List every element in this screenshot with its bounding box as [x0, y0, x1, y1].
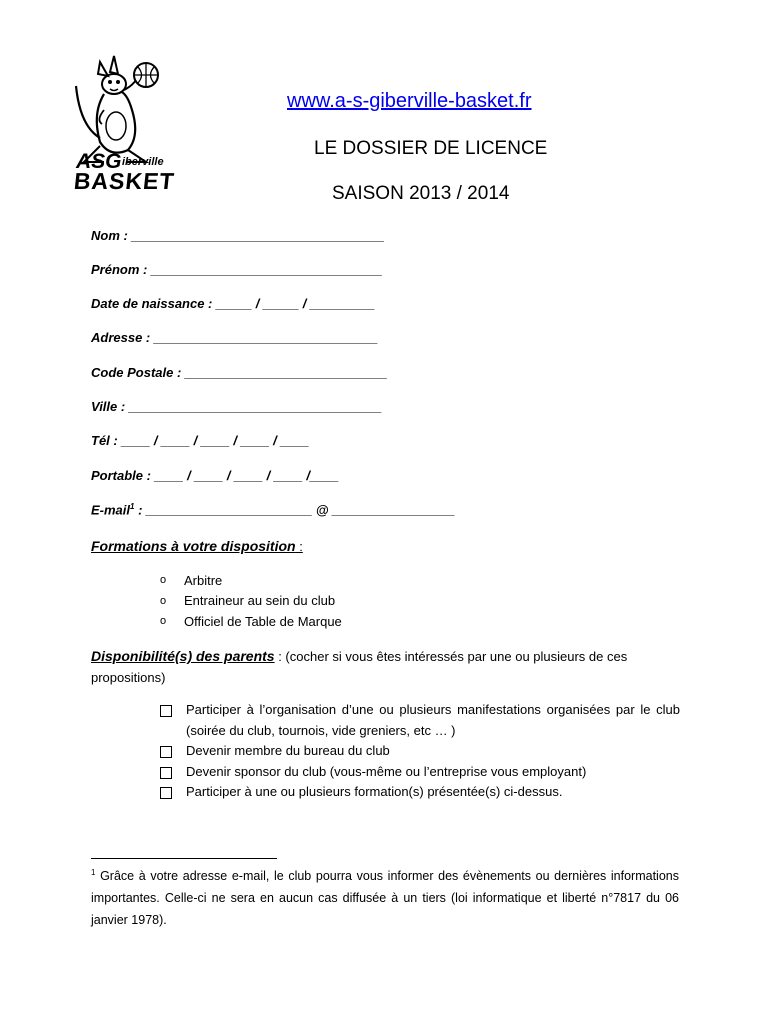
parents-heading: Disponibilité(s) des parents: [91, 648, 275, 664]
formations-list: [160, 570, 342, 632]
season-title: SAISON 2013 / 2014: [332, 183, 510, 204]
parents-heading-suffix: : (cocher si vous êtes intéressés par une ou plusieurs de ces propositions): [91, 649, 628, 685]
field-nom[interactable]: Nom : ___________________________________: [91, 228, 385, 243]
bullet-icon: o: [160, 615, 167, 628]
list-item: [160, 762, 680, 783]
option-formation: Participer à une ou plusieurs formation(s) présentée(s) ci-dessus.: [186, 784, 563, 799]
club-website-link[interactable]: www.a-s-giberville-basket.fr: [287, 90, 532, 112]
footnote-text: Grâce à votre adresse e-mail, le club pourra vous informer des évènements ou dernières informations importantes. Celle-ci ne sera en aucun cas diffusée à un tiers (loi informatique et liberté n°7817 du 06 janvier 1978).: [91, 869, 679, 928]
parents-checklist: [160, 700, 680, 803]
list-item: [160, 782, 680, 803]
formations-heading-suffix: :: [295, 539, 303, 554]
email-label: E-mail: [91, 502, 131, 518]
logo-asg-text: ASG: [76, 150, 122, 173]
email-blank[interactable]: : _______________________ @ _________________: [134, 502, 456, 518]
document-title: LE DOSSIER DE LICENCE: [314, 138, 548, 159]
list-item: [160, 700, 680, 741]
footnote-mark: 1: [91, 868, 96, 877]
field-portable[interactable]: Portable : ____ / ____ / ____ / ____ /____: [91, 468, 339, 483]
bullet-icon: o: [160, 574, 167, 587]
field-code-postal[interactable]: Code Postale : ____________________________: [91, 365, 388, 380]
formations-heading: [91, 538, 303, 554]
list-item: [160, 591, 342, 612]
formation-arbitre: Arbitre: [184, 572, 223, 588]
formations-heading-text: Formations à votre disposition: [91, 538, 296, 554]
bullet-icon: o: [160, 594, 167, 607]
field-ville[interactable]: Ville : ___________________________________: [91, 399, 382, 414]
footnote-divider: [91, 858, 277, 859]
option-bureau: Devenir membre du bureau du club: [186, 743, 390, 758]
field-date-naissance[interactable]: Date de naissance : _____ / _____ / _________: [91, 296, 376, 311]
checkbox-sponsor[interactable]: [160, 767, 172, 779]
checkbox-formation[interactable]: [160, 787, 172, 799]
logo-town-text: iberville: [122, 156, 164, 168]
formation-officiel: Officiel de Table de Marque: [184, 613, 342, 629]
checkbox-bureau[interactable]: [160, 746, 172, 758]
footnote-ref: 1: [130, 502, 135, 511]
option-sponsor: Devenir sponsor du club (vous-même ou l’entreprise vous employant): [186, 763, 587, 779]
field-adresse[interactable]: Adresse : _______________________________: [91, 330, 378, 345]
list-item: [160, 741, 680, 762]
list-item: [160, 570, 342, 591]
checkbox-organisation[interactable]: [160, 705, 172, 717]
parents-intro: [91, 646, 681, 688]
list-item: [160, 611, 342, 632]
club-logo: [70, 50, 190, 210]
field-email[interactable]: [91, 502, 455, 517]
option-organisation: Participer à l’organisation d’une ou plusieurs manifestations organisées par le club (soirée du club, tournois, vide greniers, etc … ): [186, 702, 680, 738]
footnote: [91, 862, 679, 931]
formation-entraineur: Entraineur au sein du club: [184, 593, 336, 609]
field-tel[interactable]: Tél : ____ / ____ / ____ / ____ / ____: [91, 433, 310, 448]
logo-wordmark: BASKET: [72, 168, 176, 194]
field-prenom[interactable]: Prénom : ________________________________: [91, 262, 383, 277]
